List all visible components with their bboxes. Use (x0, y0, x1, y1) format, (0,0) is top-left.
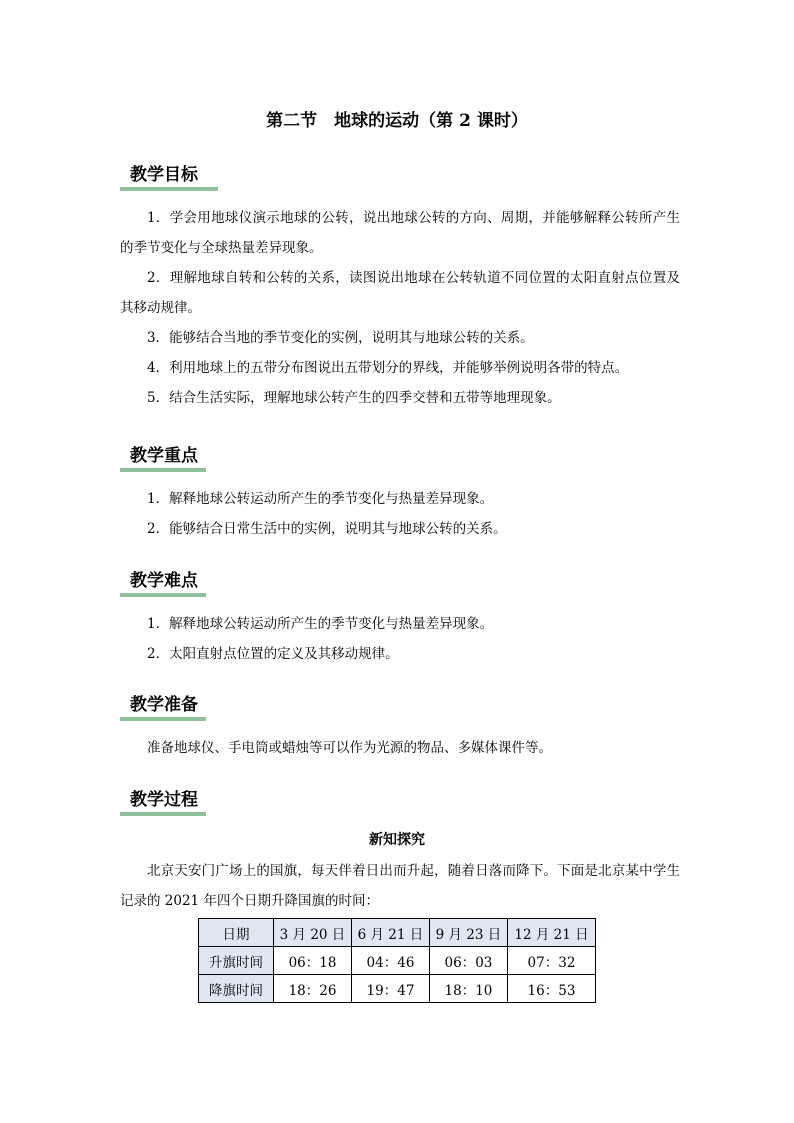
flag-time-table (198, 918, 596, 1003)
table-cell: 06：03 (429, 947, 507, 975)
table-header-cell: 12 月 21 日 (507, 919, 595, 947)
table-cell: 16：53 (507, 975, 595, 1003)
section-key-points (120, 441, 680, 544)
table-cell: 18：26 (274, 975, 352, 1003)
difficulty-item: 2．太阳直射点位置的定义及其移动规律。 (147, 646, 399, 662)
process-intro-text: 北京天安门广场上的国旗，每天伴着日出而升起，随着日落而降下。下面是北京某中学生记录的 2021 年四个日期升降国旗的时间： (120, 863, 680, 909)
difficulty-item: 1．解释地球公转运动所产生的季节变化与热量差异现象。 (147, 616, 494, 632)
objective-item: 2．理解地球自转和公转的关系，读图说出地球在公转轨道不同位置的太阳直射点位置及其移动规律。 (120, 270, 680, 316)
table-cell: 19：47 (351, 975, 429, 1003)
subsection-title: 新知探究 (369, 832, 425, 848)
table-cell: 06：18 (274, 947, 352, 975)
section-heading-key-points: 教学重点 (120, 441, 206, 472)
key-point-item: 1．解释地球公转运动所产生的季节变化与热量差异现象。 (147, 491, 494, 507)
section-preparation (120, 690, 680, 763)
preparation-text: 准备地球仪、手电筒或蜡烛等可以作为光源的物品、多媒体课件等。 (147, 740, 552, 756)
section-heading-objectives: 教学目标 (120, 160, 218, 191)
objective-item: 3．能够结合当地的季节变化的实例，说明其与地球公转的关系。 (147, 330, 534, 346)
objective-item: 4．利用地球上的五带分布图说出五带划分的界线，并能够举例说明各带的特点。 (147, 360, 629, 376)
section-heading-difficulties: 教学难点 (120, 566, 206, 597)
page-title: 第二节 地球的运动（第 2 课时） (266, 111, 528, 131)
section-objectives (120, 160, 680, 413)
table-cell: 04：46 (351, 947, 429, 975)
objective-item: 1．学会用地球仪演示地球的公转，说出地球公转的方向、周期，并能够解释公转所产生的季节变化与全球热量差异现象。 (120, 210, 680, 256)
table-row-label: 升旗时间 (199, 947, 274, 975)
table-cell: 18：10 (429, 975, 507, 1003)
key-point-item: 2．能够结合日常生活中的实例，说明其与地球公转的关系。 (147, 521, 507, 537)
section-process (120, 785, 680, 816)
table-header-cell: 6 月 21 日 (351, 919, 429, 947)
objective-item: 5．结合生活实际，理解地球公转产生的四季交替和五带等地理现象。 (147, 390, 561, 406)
process-intro (120, 856, 680, 916)
table-cell: 07：32 (507, 947, 595, 975)
table-row-label: 降旗时间 (199, 975, 274, 1003)
table-header-cell: 日期 (199, 919, 274, 947)
table-header-row (199, 919, 596, 947)
table-header-cell: 3 月 20 日 (274, 919, 352, 947)
section-heading-process: 教学过程 (120, 785, 206, 816)
section-heading-preparation: 教学准备 (120, 690, 206, 721)
table-row (199, 975, 596, 1003)
table-row (199, 947, 596, 975)
section-difficulties (120, 566, 680, 669)
table-header-cell: 9 月 23 日 (429, 919, 507, 947)
